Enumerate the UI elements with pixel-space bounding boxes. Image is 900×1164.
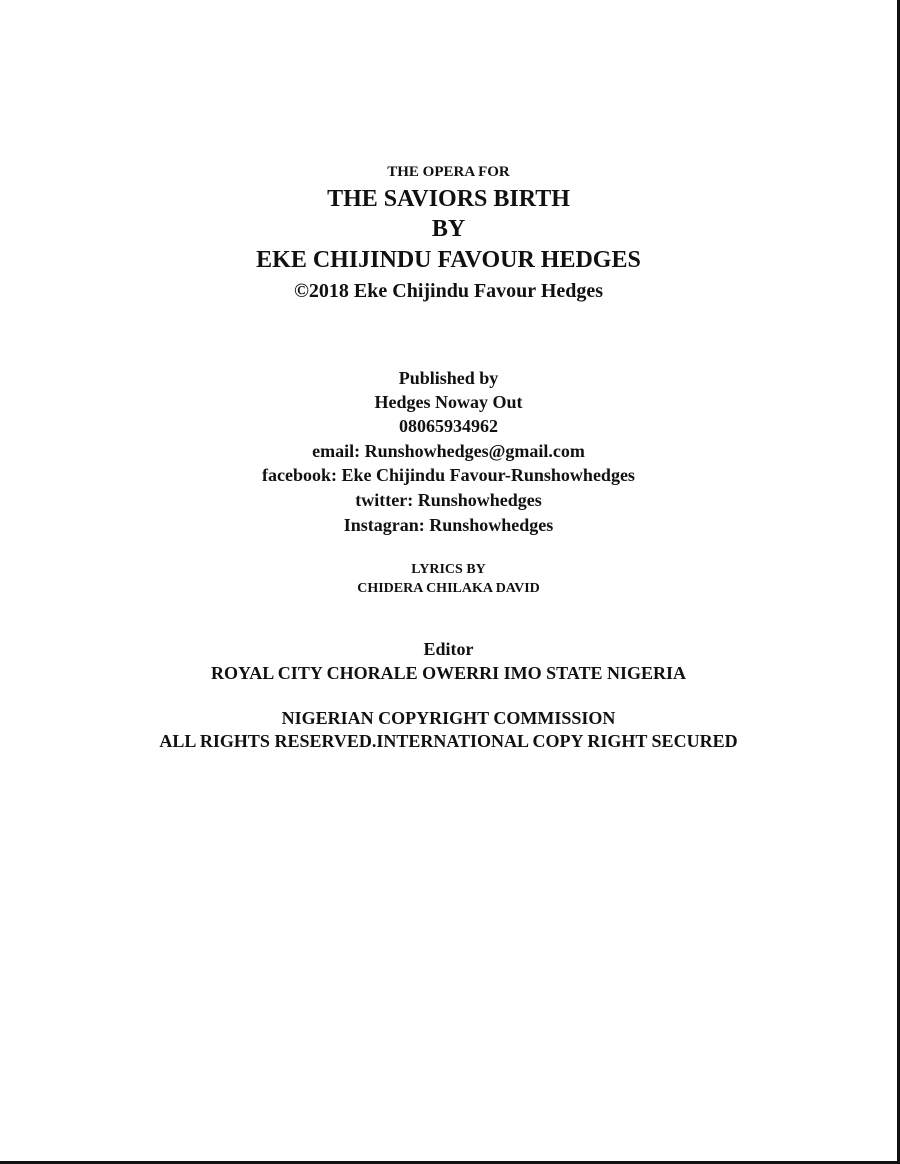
- publisher-twitter: twitter: Runshowhedges: [355, 490, 542, 510]
- publisher-name: Hedges Noway Out: [374, 392, 523, 412]
- editor-heading: Editor: [423, 639, 474, 659]
- publisher-phone: 08065934962: [399, 416, 498, 436]
- by-line: BY: [431, 216, 466, 242]
- lyricist-name: CHIDERA CHILAKA DAVID: [357, 581, 540, 596]
- copyright-commission: NIGERIAN COPYRIGHT COMMISSION: [281, 708, 616, 728]
- publisher-facebook: facebook: Eke Chijindu Favour-Runshowhedges: [262, 465, 635, 485]
- opera-title: THE SAVIORS BIRTH: [327, 186, 570, 212]
- lyrics-heading: LYRICS BY: [411, 562, 486, 577]
- published-by-heading: Published by: [398, 368, 499, 388]
- pre-title: THE OPERA FOR: [387, 164, 510, 180]
- publisher-instagram: Instagran: Runshowhedges: [343, 515, 554, 535]
- author-name: EKE CHIJINDU FAVOUR HEDGES: [256, 247, 641, 273]
- publisher-email: email: Runshowhedges@gmail.com: [312, 441, 585, 461]
- editor-name: ROYAL CITY CHORALE OWERRI IMO STATE NIGERIA: [210, 663, 687, 683]
- copyright-notice: ©2018 Eke Chijindu Favour Hedges: [293, 280, 604, 302]
- rights-reserved: ALL RIGHTS RESERVED.INTERNATIONAL COPY RIGHT SECURED: [159, 731, 738, 751]
